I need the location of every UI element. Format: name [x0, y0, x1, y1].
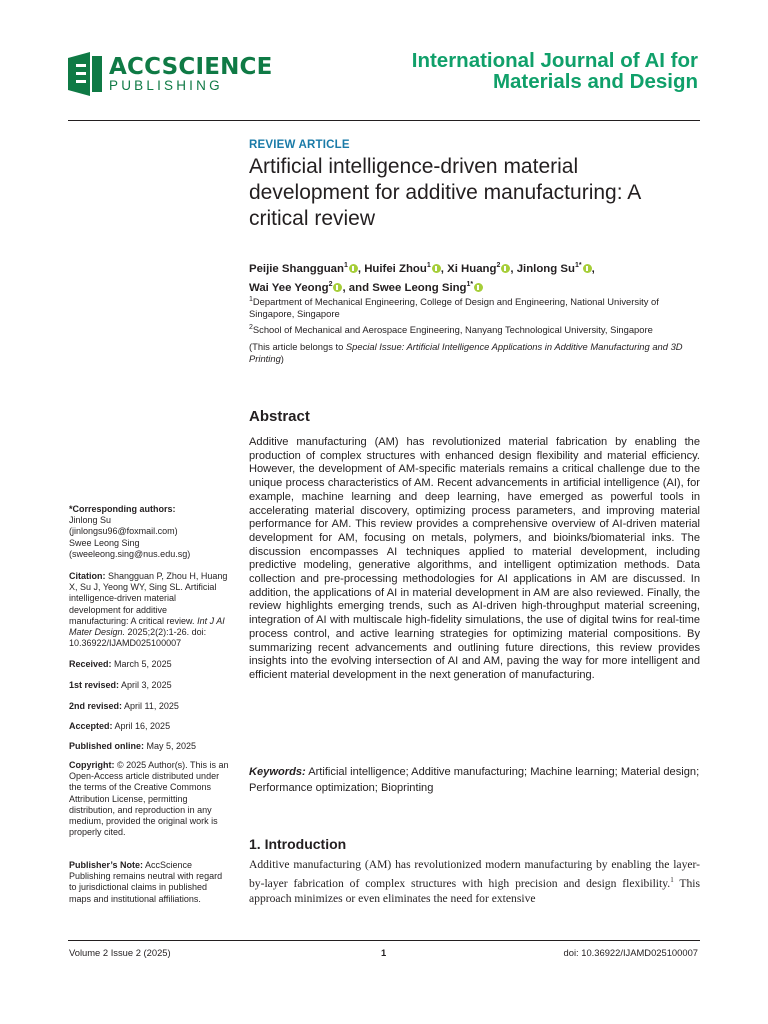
- orcid-icon[interactable]: [349, 264, 358, 273]
- author-list: Peijie Shangguan$^1$ , Huifei Zhou$^1$ , Xi Huang$^2$ , Jinlong $Su^{1*}$ , Wai Yee Yeong$^2$ , and Swee Leong Sing$^{1*}$: [249, 262, 595, 294]
- author: Wai Yee Yeong: [249, 281, 329, 294]
- publisher-subname: PUBLISHING: [109, 78, 223, 93]
- author: Peijie Shangguan: [249, 262, 344, 275]
- orcid-icon[interactable]: [474, 283, 483, 292]
- citation: Citation: Shangguan P, Zhou H, Huang X, Su J, Yeong WY, Sing SL. Artificial intelligence-driven material development for additive manufacturing: A critical review. Int J AI Mater Design. 2025;2(2):1-26. doi: 10.36922/IJAMD025100007: [69, 571, 228, 649]
- article-title: Artificial intelligence-driven material development for additive manufacturing: A critical review: [249, 155, 641, 230]
- special-issue-link[interactable]: Special Issue: Artificial Intelligence Applications in Additive Manufacturing and 3D Printing: [249, 341, 683, 364]
- publisher-note: Publisher’s Note: AccScience Publishing remains neutral with regard to jurisdictional claims in published maps and institutional affiliations.: [69, 860, 223, 904]
- author: Xi Huang: [447, 262, 497, 275]
- footer-volume: Volume 2 Issue 2 (2025): [69, 947, 171, 958]
- section-heading: 1. Introduction: [249, 836, 347, 852]
- footer-doi[interactable]: doi: 10.36922/IJAMD025100007: [563, 947, 698, 958]
- page-number: 1: [381, 947, 387, 958]
- introduction-text: Additive manufacturing (AM) has revolutionized modern manufacturing by enabling the layer-by-layer fabrication of complex structures with high precision and design flexibility.$^1$ This approach minimizes or even eliminates the need for extensive: [249, 858, 700, 906]
- author: Jinlong Su: [516, 262, 575, 275]
- orcid-icon[interactable]: [432, 264, 441, 273]
- first-revised-date: 1st revised: April 3, 2025: [69, 680, 172, 690]
- publisher-name: ACCSCIENCE: [109, 54, 273, 80]
- orcid-icon[interactable]: [583, 264, 592, 273]
- email-link[interactable]: (jinlongsu96@foxmail.com): [69, 526, 178, 537]
- second-revised-date: 2nd revised: April 11, 2025: [69, 701, 179, 711]
- keywords-label: Keywords:: [249, 766, 306, 778]
- email-link[interactable]: (sweeleong.sing@nus.edu.sg): [69, 548, 191, 559]
- abstract-heading: Abstract: [249, 408, 310, 425]
- corresponding-authors: *Corresponding authors: Jinlong Su (jinlongsu96@foxmail.com) Swee Leong Sing (sweeleong.sing@nus.edu.sg): [69, 504, 191, 559]
- keywords: Keywords: Artificial intelligence; Additive manufacturing; Machine learning; Material design; Performance optimization; Bioprinting: [249, 766, 700, 794]
- footer-divider: [68, 940, 700, 941]
- special-issue-note: (This article belongs to Special Issue: Artificial Intelligence Applications in Additive Manufacturing and 3D Printing): [249, 341, 683, 364]
- orcid-icon[interactable]: [501, 264, 510, 273]
- accscience-logo-icon: [68, 52, 102, 96]
- reference-marker[interactable]: 1: [670, 875, 674, 884]
- received-date: Received: March 5, 2025: [69, 659, 172, 669]
- journal-name: International Journal of AI for Materials and Design: [411, 49, 698, 93]
- accepted-date: Accepted: April 16, 2025: [69, 721, 171, 731]
- orcid-icon[interactable]: [333, 283, 342, 292]
- author: Huifei Zhou: [364, 262, 427, 275]
- copyright-notice: Copyright: © 2025 Author(s). This is an Open-Access article distributed under the terms of the Creative Commons Attribution License, permitting distribution, and reproduction in any medium, provided the original work is properly cited.: [69, 760, 229, 838]
- header-divider: [68, 120, 700, 121]
- abstract-text: Additive manufacturing (AM) has revolutionized material fabrication by enabling the production of complex structures with enhanced design flexibility and material efficiency. However, the development of AM-specific materials remains a critical challenge due to the unique process characteristics of AM. Recent advancements in artificial intelligence (AI), for example, machine learning and deep learning, have emerged as powerful tools in accelerating material discovery, optimizing process parameters, and improving material performance for AM. This review provides a comprehensive overview of AI-driven material development for AM, focusing on metals, polymers, and bioinks/biomaterial inks. The discussion encompasses AI techniques applied to material development, including predictive modeling, generative algorithms, and intelligent optimization methods. Data collection and pre-processing methodologies for AI applications in AM are discussed. In addition, the applications of AI in material development in AM are also reviewed. Finally, the review highlights emerging trends, such as AI-driven high-throughput material screening, integration of AI with multiscale high-fidelity simulations, the use of digital twins for real-time process control, and active learning strategies for optimizing material compositions. By summarizing recent advancements and outlining future directions, this review provides insights into the evolving intersection of AI and AM, paving the way for more intelligent and efficient material development in the next generation of manufacturing.: [249, 436, 700, 681]
- article-type: REVIEW ARTICLE: [249, 139, 350, 151]
- affiliation: $^2$School of Mechanical and Aerospace Engineering, Nanyang Technological University, Singapore: [249, 324, 653, 336]
- published-date: Published online: May 5, 2025: [69, 741, 197, 751]
- author: Swee Leong Sing: [372, 281, 467, 294]
- affiliation: $^1$Department of Mechanical Engineering, College of Design and Engineering, National University of Singapore, Singapore: [249, 296, 659, 320]
